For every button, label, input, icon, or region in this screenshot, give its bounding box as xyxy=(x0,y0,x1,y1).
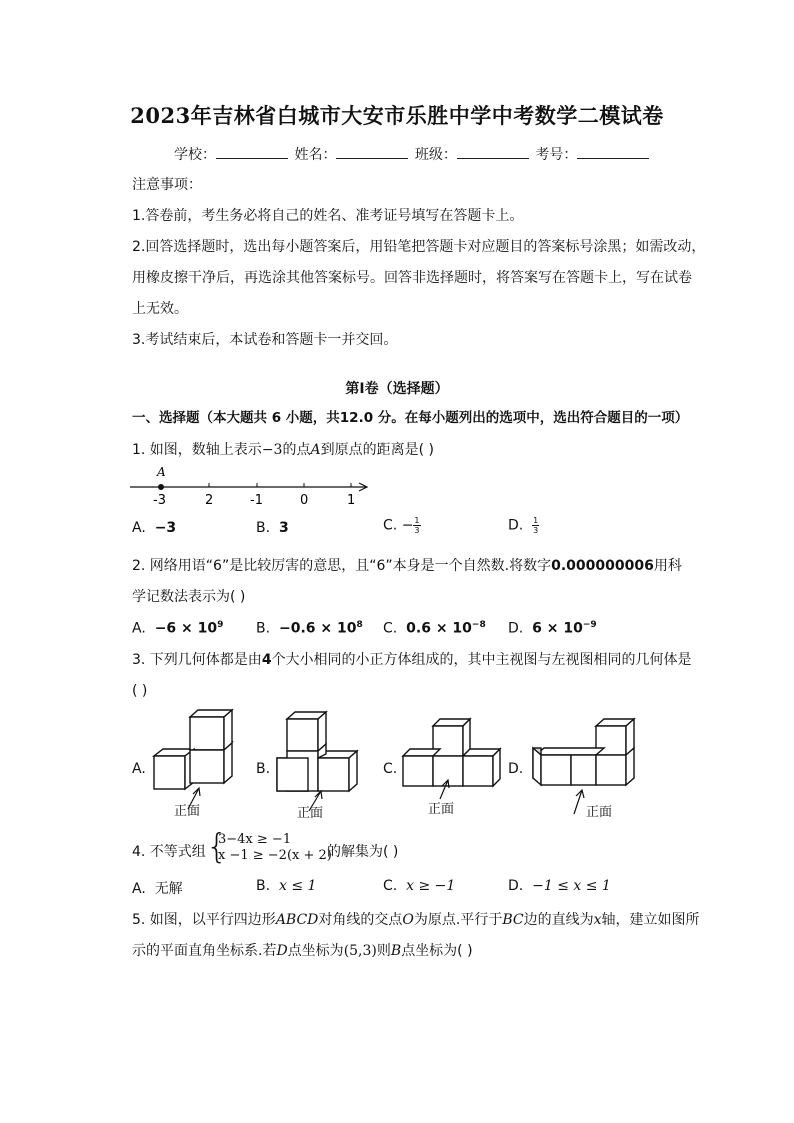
q3-stem-line-1: 3. 下列几何体都是由4个大小相同的小正方体组成的，其中主视图与左视图相同的几何体是 xyxy=(132,652,692,668)
q1-number-line xyxy=(126,462,376,506)
q1-option-c: C. − $\frac{1}{3}$ xyxy=(383,516,420,535)
q4-option-d: D. −1 ≤ x ≤ 1 xyxy=(508,878,611,894)
q3-figure-c xyxy=(400,714,510,824)
q5-stem-line-1: 5. 如图，以平行四边形ABCD对角线的交点O为原点.平行于BC边的直线为x轴，建立如图所 xyxy=(132,912,700,928)
q1-tick-4: 1 xyxy=(347,493,356,508)
q2-option-a: A. $-6 \times 10^9$ xyxy=(132,620,224,637)
q1-tick-3: 0 xyxy=(300,493,309,508)
q3-b-front-label: 正面 xyxy=(297,806,324,821)
q4-option-b: B. x ≤ 1 xyxy=(256,878,317,894)
q1-tick-2: -1 xyxy=(250,493,263,508)
section-title: 第Ⅰ卷（选择题） xyxy=(345,381,449,397)
note-2-line-1: 2.回答选择题时，选出每小题答案后，用铅笔把答题卡对应题目的答案标号涂黑；如需改动， xyxy=(132,239,706,255)
student-info-line xyxy=(174,144,651,164)
number-blank xyxy=(577,146,649,159)
number-label: 考号： xyxy=(535,147,578,163)
q3-option-b-label: B. xyxy=(256,761,271,777)
q3-figure-d xyxy=(530,714,640,824)
q3-option-d-label: D. xyxy=(508,761,524,777)
page-title: 2023年吉林省白城市大安市乐胜中学中考数学二模试卷 xyxy=(130,103,664,128)
q3-figure-a xyxy=(150,714,240,824)
q2-stem-line-1: 2. 网络用语“6”是比较厉害的意思，且“6”本身是一个自然数.将数字0.000000006用科 xyxy=(132,558,682,574)
q3-c-front-label: 正面 xyxy=(428,802,455,817)
q4-stem-post: 的解集为( ) xyxy=(327,844,399,860)
q1-stem: 1. 如图，数轴上表示−3的点A到原点的距离是( ) xyxy=(132,442,434,458)
q3-option-a-label: A. xyxy=(132,761,146,777)
note-3: 3.考试结束后，本试卷和答题卡一并交回。 xyxy=(132,332,398,348)
name-blank xyxy=(336,146,408,159)
class-blank xyxy=(457,146,529,159)
q1-tick-0: -3 xyxy=(153,493,166,508)
q4-inequality-1: 3−4x ≥ −1 xyxy=(218,832,292,847)
q1-tick-1: 2 xyxy=(205,493,214,508)
name-label: 姓名： xyxy=(294,147,337,163)
q2-stem-line-2: 学记数法表示为( ) xyxy=(132,589,246,605)
q1-point-label: A xyxy=(157,465,166,479)
q4-option-a: A. 无解 xyxy=(132,881,183,897)
note-2-line-3: 上无效。 xyxy=(132,301,188,317)
q3-d-front-label: 正面 xyxy=(586,805,613,820)
note-1: 1.答卷前，考生务必将自己的姓名、准考证号填写在答题卡上。 xyxy=(132,208,524,224)
section-intro: 一、选择题（本大题共 6 小题，共12.0 分。在每小题列出的选项中，选出符合题目的一项） xyxy=(132,410,689,426)
q2-option-c: C. $0.6 \times 10^{-8}$ xyxy=(383,620,486,637)
q3-figure-b xyxy=(275,714,365,824)
school-blank xyxy=(216,146,288,159)
q1-point-dot xyxy=(158,484,164,490)
q4-stem: 4. 不等式组 xyxy=(132,844,206,860)
school-label: 学校： xyxy=(174,147,216,163)
q3-a-front-label: 正面 xyxy=(174,804,201,819)
class-label: 班级： xyxy=(414,147,457,163)
q5-stem-line-2: 示的平面直角坐标系.若D点坐标为(5,3)则B点坐标为( ) xyxy=(132,943,473,959)
q1-option-a: A. −3 xyxy=(132,520,177,536)
q3-option-c-label: C. xyxy=(383,761,398,777)
q2-option-b: B. $-0.6 \times 10^8$ xyxy=(256,620,363,637)
q3-stem-line-2: ( ) xyxy=(132,683,148,699)
q1-option-b: B. 3 xyxy=(256,520,289,536)
q4-inequality-2: x −1 ≥ −2(x + 2) xyxy=(218,848,332,863)
q1-option-d: D. $\frac{1}{3}$ xyxy=(508,516,539,535)
q2-option-d: D. $6 \times 10^{-9}$ xyxy=(508,620,597,637)
note-2-line-2: 用橡皮擦干净后，再选涂其他答案标号。回答非选择题时，将答案写在答题卡上，写在试卷 xyxy=(132,270,692,286)
q4-option-c: C. x ≥ −1 xyxy=(383,878,456,894)
notes-heading: 注意事项： xyxy=(132,177,202,193)
